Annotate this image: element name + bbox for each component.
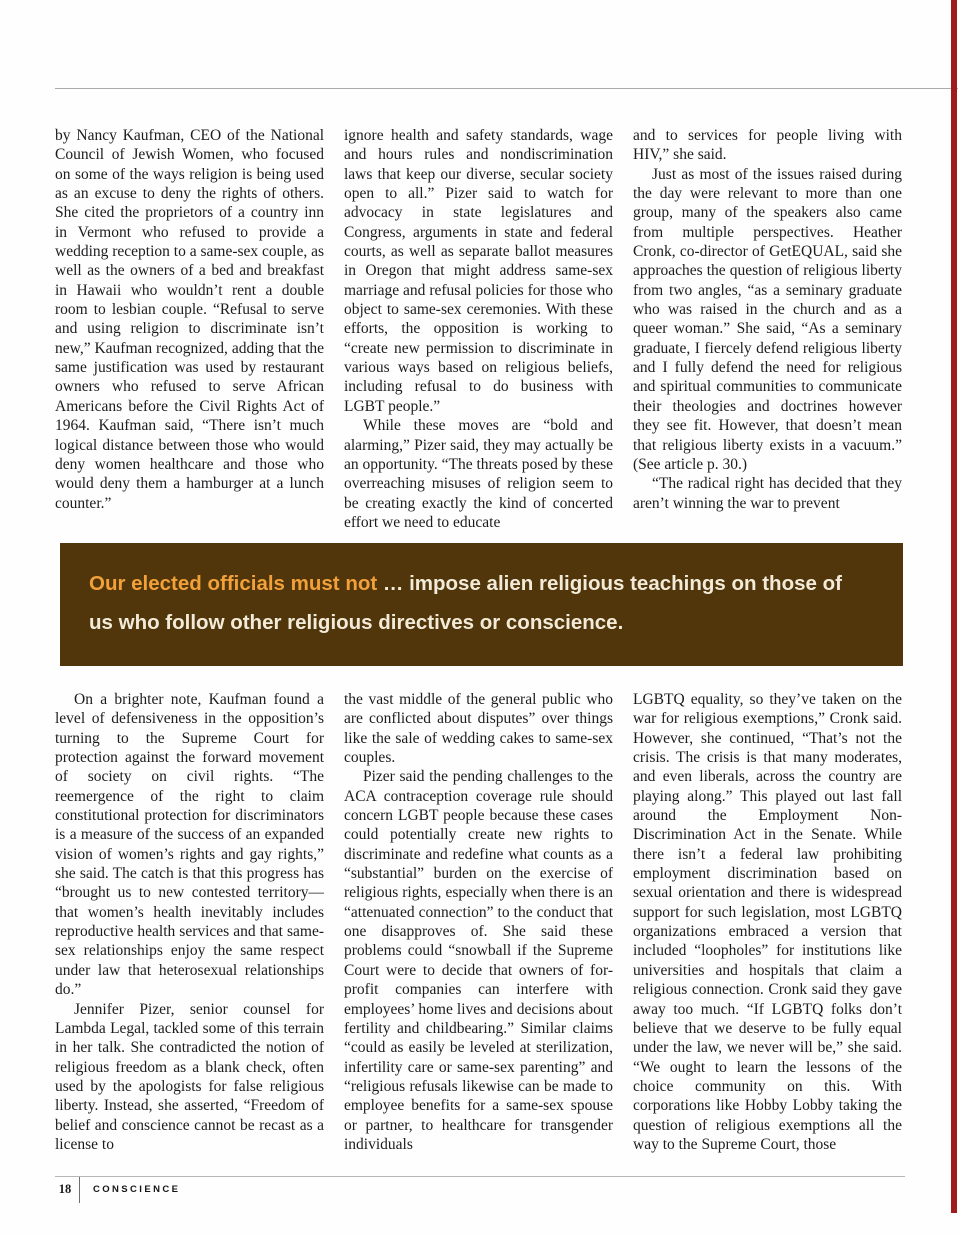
pull-quote-box [60,543,903,666]
article-top-section [55,126,903,532]
top-margin-rule [55,88,958,89]
paragraph: While these moves are “bold and alarming,” Pizer said, they may actually be an opportunity. “The threats posed by these overreaching misuses of religion seem to be creating exactly the kind of concerted effort we need to educate [344,417,613,531]
paragraph: “The radical right has decided that they aren’t winning the war to prevent [633,475,902,512]
paragraph: On a brighter note, Kaufman found a level of defensiveness in the opposition’s turning to the Supreme Court for protection against the forward movement of society on civil rights. “The reemergence of the right to claim constitutional protection for discriminators is a measure of the success of an expanded vision of women’s rights and gay rights,” she said. The catch is that this progress has “brought us to new contested territory—that women’s health inevitably includes reproductive health services and that same-sex relationships enjoy the same respect under law that heterosexual relationships do.” [55,691,324,999]
column-3-top [633,126,902,532]
paragraph: ignore health and safety standards, wage and hours rules and nondiscrimination laws that keep our diverse, secular society open to all.” Pizer said to watch for advocacy in state legislatures and Congress, arguments in state and federal courts, as well as separate ballot measures in Oregon that might address same-sex marriage and refusal policies for those who object to same-sex ceremonies. With these efforts, the opposition is working to “create new permission to discriminate in various ways based on religious beliefs, including refusal to do business with LGBT people.” [344,127,613,415]
paragraph: and to services for people living with HIV,” she said. [633,127,902,164]
paragraph: Just as most of the issues raised during the day were relevant to more than one group, many of the speakers also came from multiple perspectives. Heather Cronk, co-director of GetEQUAL, said she approaches the question of religious liberty from two angles, “as a seminary graduate who was raised in the church and as a queer woman.” She said, “As a seminary graduate, I fiercely defend religious liberty and I fully defend the need for religious and spiritual communities to communicate their theologies and doctrines however they see fit. However, that doesn’t mean that religious liberty exists in a vacuum.” (See article p. 30.) [633,165,902,473]
publication-name: CONSCIENCE [93,1184,181,1195]
column-3-bottom [633,690,902,1154]
paragraph: the vast middle of the general public who are conflicted about disputes” over things like the sale of wedding cakes to same-sex couples. [344,691,613,767]
paragraph: Pizer said the pending challenges to the ACA contraception coverage rule should concern LGBT people because these cases could potentially create new rights to discriminate and redefine what counts as a “substantial” burden on the exercise of religious rights, especially when there is an “attenuated connection” to the conduct that one disapproves of. She said these problems could “snowball if the Supreme Court were to decide that owners of for-profit companies can interfere with employees’ home lives and decisions about fertility and childbearing.” Similar claims “could as easily be leveled at sterilization, infertility care or same-sex parenting” and “religious refusals likewise can be made to employee benefits for a same-sex spouse or partner, to healthcare for transgender individuals [344,768,613,1153]
column-1-top [55,126,324,532]
column-1-bottom [55,690,324,1154]
column-2-top [344,126,613,532]
pull-quote [89,564,869,642]
paragraph: by Nancy Kaufman, CEO of the National Council of Jewish Women, who focused on some of the ways religion is being used as an excuse to deny the rights of others. She cited the proprietors of a country inn in Vermont who refused to provide a wedding reception to a same-sex couple, as well as the owners of a bed and breakfast in Hawaii who wouldn’t rent a double room to lesbian couple. “Refusal to serve and using religion to discriminate isn’t new,” Kaufman recognized, adding that the same justification was used by restaurant owners who refused to serve African Americans before the Civil Rights Act of 1964. Kaufman said, “There isn’t much logical distance between those who would deny women healthcare and those who would deny them a hamburger at a lunch counter.” [55,127,325,512]
paragraph: Jennifer Pizer, senior counsel for Lambda Legal, tackled some of this terrain in her talk. She contradicted the notion of religious freedom as a blank check, often used by the apologists for false religious liberty. Instead, she asserted, “Freedom of belief and conscience cannot be recast as a license to [55,1000,324,1153]
pull-quote-text: … impose alien religious teachings on those of us who follow other religious directives or conscience. [89,572,842,634]
pull-quote-highlight: Our elected officials must not [89,572,378,595]
footer-divider [79,1177,80,1203]
article-bottom-section [55,690,903,1154]
footer-rule [55,1176,905,1177]
paragraph: LGBTQ equality, so they’ve taken on the war for religious exemptions,” Cronk said. However, she continued, “That’s not the crisis. The crisis is that many moderates, and even liberals, across the country are playing along.” This played out last fall around the Employment Non-Discrimination Act in the Senate. While there isn’t a federal law prohibiting employment discrimination based on sexual orientation and there is widespread support for such legislation, most LGBTQ organizations embraced a version that included “loopholes” for institutions like universities and hospitals that claim a religious connection. Cronk said they gave away too much. “If LGBTQ folks don’t believe that we deserve to be fully equal under the law, we never will be,” she said. “We ought to learn the lessons of the choice community on this. With corporations like Hobby Lobby taking the question of religious exemptions all the way to the Supreme Court, those [633,691,902,1153]
page-number: 18 [58,1182,72,1196]
page-edge-stripe [951,0,957,1213]
column-2-bottom [344,690,613,1154]
